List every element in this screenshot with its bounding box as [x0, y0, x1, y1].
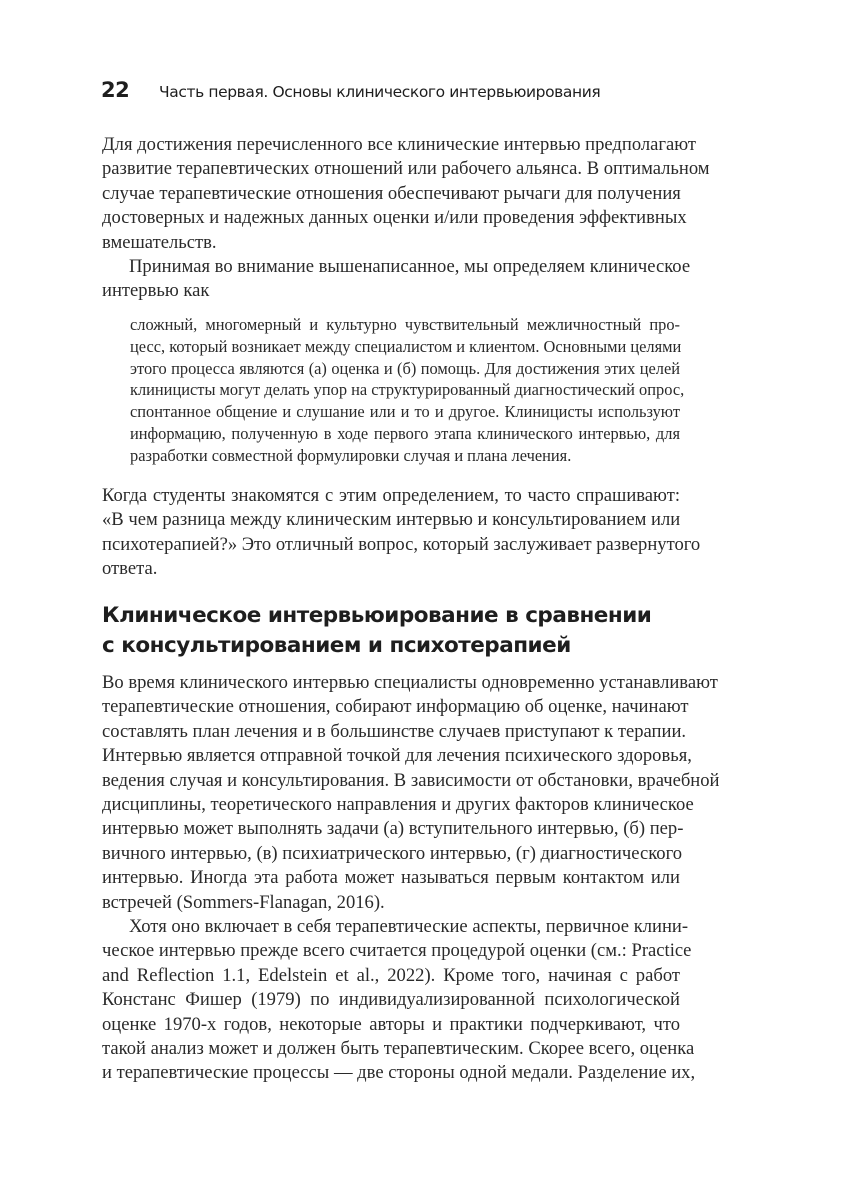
quote-line: информацию, полученную в ходе первого этапа клинического интервью, для	[130, 423, 680, 443]
text-line: интервью. Иногда эта работа может называться первым контактом или	[102, 867, 680, 889]
paragraph-5	[102, 915, 696, 1086]
quote-line: спонтанное общение и слушание или и то и другое. Клиницисты используют	[130, 402, 680, 422]
text-line: Интервью является отправной точкой для лечения психического здоровья,	[102, 745, 692, 767]
page-number: 22	[101, 78, 130, 102]
text-line: такой анализ может и должен быть терапевтическим. Скорее всего, оценка	[102, 1037, 695, 1059]
paragraph-4	[102, 671, 720, 915]
text-line: ведения случая и консультирования. В зависимости от обстановки, врачебной	[102, 769, 720, 791]
heading-line: с консультированием и психотерапией	[102, 633, 571, 658]
text-line: терапевтические отношения, собирают информацию об оценке, начинают	[102, 696, 689, 718]
heading-line: Клиническое интервьюирование в сравнении	[102, 603, 652, 628]
quote-line: разработки совместной формулировки случая и плана лечения.	[130, 445, 572, 465]
running-header	[101, 78, 600, 106]
text-line: развитие терапевтических отношений или рабочего альянса. В оптимальном	[102, 158, 710, 180]
text-line: Во время клинического интервью специалисты одновременно устанавливают	[102, 672, 718, 693]
paragraph-3	[102, 484, 701, 582]
paragraph-1	[102, 133, 710, 255]
text-line: достоверных и надежных данных оценки и/или проведения эффективных	[102, 207, 687, 229]
quote-line: этого процесса являются (а) оценка и (б) помощь. Для достижения этих целей	[130, 358, 680, 378]
text-line: Хотя оно включает в себя терапевтические аспекты, первичное клини-	[129, 916, 689, 937]
text-line: случае терапевтические отношения обеспечивают рычаги для получения	[102, 182, 681, 204]
quote-line: сложный, многомерный и культурно чувствительный межличностный про-	[130, 315, 680, 334]
quote-line: клиницисты могут делать упор на структурированный диагностический опрос,	[130, 380, 685, 400]
paragraph-2	[102, 255, 691, 304]
text-line: и терапевтические процессы — две стороны одной медали. Разделение их,	[102, 1062, 696, 1084]
text-line: Для достижения перечисленного все клинические интервью предполагают	[102, 134, 697, 155]
text-line: дисциплины, теоретического направления и других факторов клиническое	[102, 793, 694, 815]
text-line: вмешательств.	[102, 231, 217, 253]
text-line: Принимая во внимание вышенаписанное, мы определяем клиническое	[129, 256, 691, 277]
text-line: ответа.	[102, 558, 158, 580]
text-line: психотерапией?» Это отличный вопрос, который заслуживает развернутого	[102, 533, 701, 555]
text-line: «В чем разница между клиническим интервью и консультированием или	[102, 509, 681, 531]
text-line: and Reflection 1.1, Edelstein et al., 2022). Кроме того, начиная с работ	[102, 964, 680, 986]
text-line: ческое интервью прежде всего считается процедурой оценки (см.: Practice	[102, 940, 692, 962]
text-line: оценке 1970-х годов, некоторые авторы и практики подчеркивают, что	[102, 1013, 680, 1035]
text-line: интервью как	[102, 280, 210, 302]
text-line: Констанс Фишер (1979) по индивидуализированной психологической	[102, 989, 680, 1011]
text-line: интервью может выполнять задачи (а) вступительного интервью, (б) пер-	[102, 818, 684, 840]
section-heading	[102, 601, 702, 661]
text-line: вичного интервью, (в) психиатрического интервью, (г) диагностического	[102, 842, 683, 864]
quote-line: цесс, который возникает между специалистом и клиентом. Основными целями	[130, 336, 682, 356]
running-title: Часть первая. Основы клинического интервьюирования	[159, 83, 601, 101]
definition-quote	[130, 314, 685, 467]
text-line: встречей (Sommers-Flanagan, 2016).	[102, 891, 385, 913]
text-line: составлять план лечения и в большинстве случаев приступают к терапии.	[102, 720, 687, 742]
text-line: Когда студенты знакомятся с этим определением, то часто спрашивают:	[102, 485, 680, 506]
